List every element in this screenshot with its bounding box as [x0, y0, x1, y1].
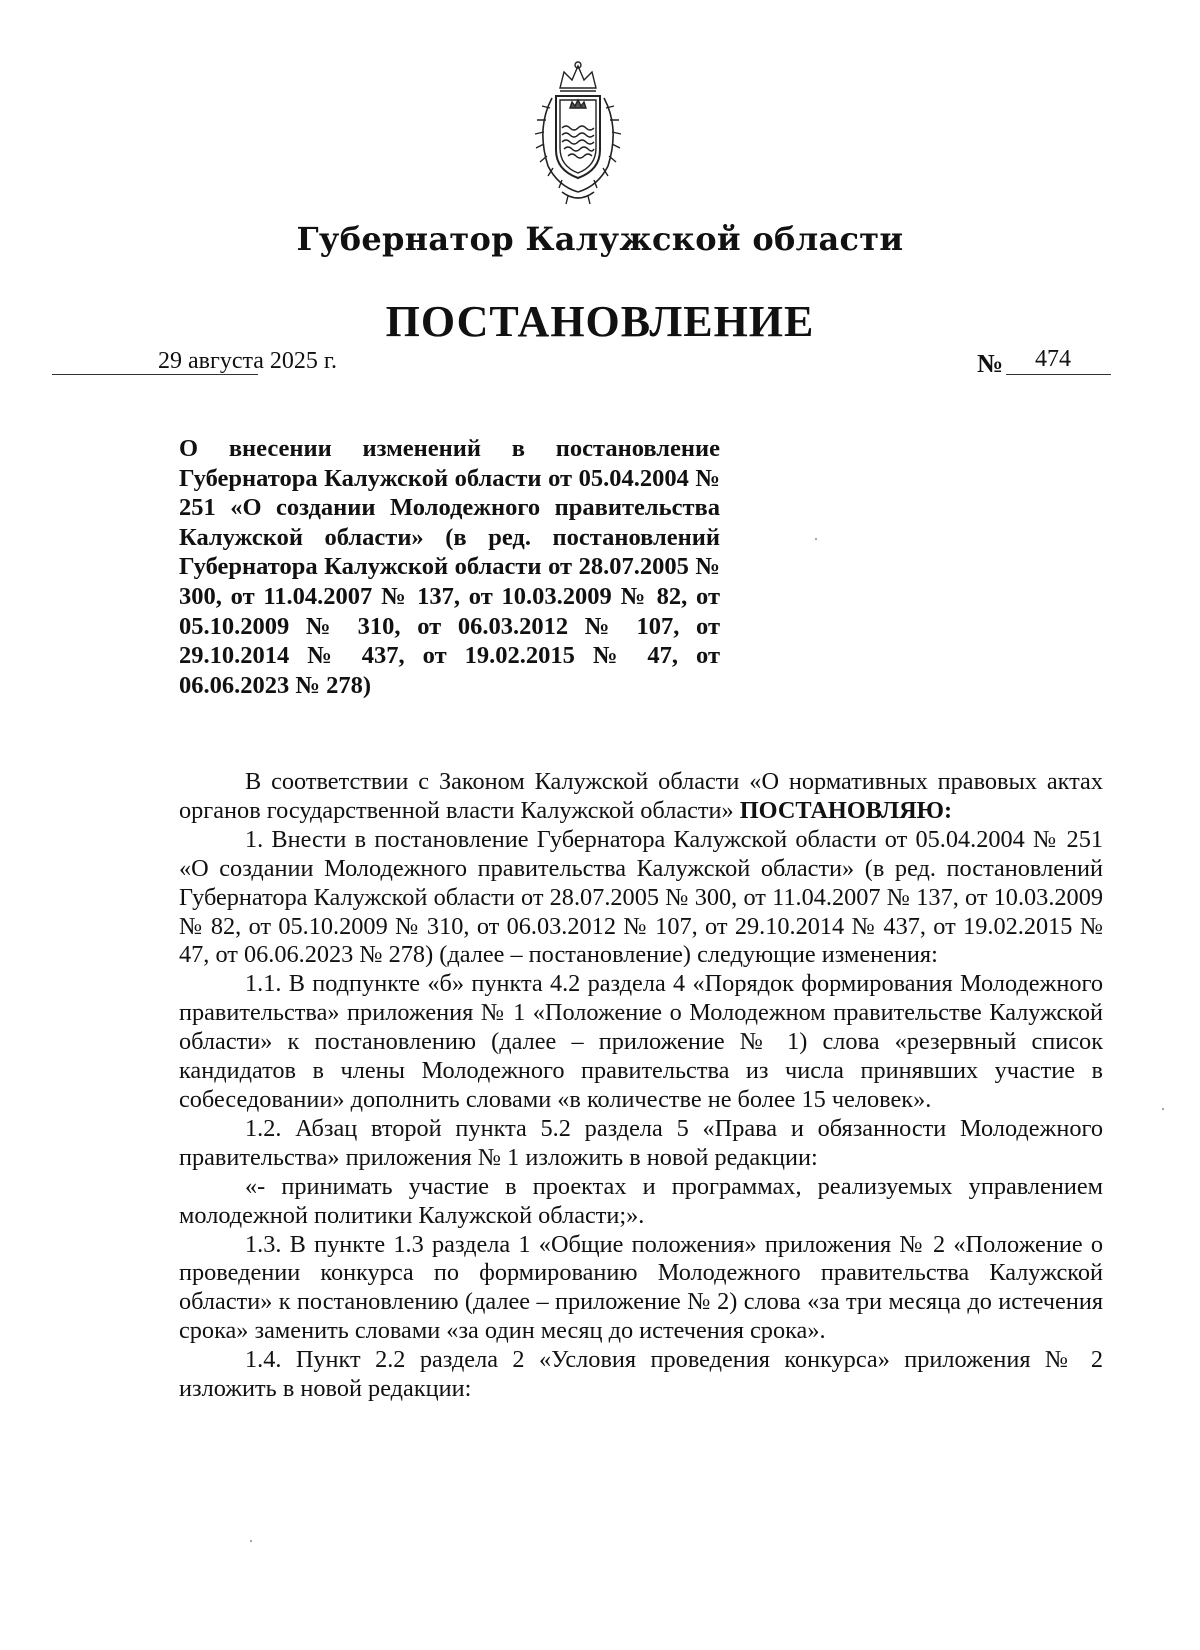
number-sign: №	[977, 349, 1004, 378]
resolve-keyword: ПОСТАНОВЛЯЮ:	[739, 796, 953, 824]
clause-1-1: 1.1. В подпункте «б» пункта 4.2 раздела 4 «Порядок формирования Молодежного правительства» приложения № 1 «Положение о Молодежном правительстве Калужской области» к постановлению (далее – приложение № 1) слова «резервный список кандидатов в члены Молодежного правительства из числа принявших участие в собеседовании» дополнить словами «в количестве не более 15 человек».	[179, 970, 1103, 1113]
clause-1-4: 1.4. Пункт 2.2 раздела 2 «Условия проведения конкурса» приложения № 2 изложить в новой редакции:	[179, 1346, 1103, 1403]
document-body	[179, 768, 1103, 1404]
clause-1: 1. Внести в постановление Губернатора Калужской области от 05.04.2004 № 251 «О создании Молодежного правительства Калужской области» (в ред. постановлений Губернатора Калужской области от 28.07.2005 № 300, от 11.04.2007 № 137, от 10.03.2009 № 82, от 05.10.2009 № 310, от 06.03.2012 № 107, от 29.10.2014 № 437, от 19.02.2015 № 47, от 06.06.2023 № 278) (далее – постановление) следующие изменения:	[179, 825, 1103, 969]
issuing-authority: Губернатор Калужской области	[296, 220, 904, 258]
scan-speck	[815, 538, 817, 540]
clause-1-2: 1.2. Абзац второй пункта 5.2 раздела 5 «Права и обязанности Молодежного правительства» приложения № 1 изложить в новой редакции:	[179, 1114, 1103, 1171]
preamble-paragraph	[179, 768, 1103, 826]
scan-speck	[250, 1540, 252, 1542]
kaluga-coat-of-arms-icon	[522, 58, 634, 206]
document-date: 29 августа 2025 г.	[158, 348, 338, 374]
document-number: 474	[1035, 346, 1071, 372]
scan-speck	[1162, 1108, 1164, 1110]
preamble-text: В соответствии с Законом Калужской области «О нормативных правовых актах органов государственной власти Калужской области»	[179, 768, 1103, 824]
document-type: ПОСТАНОВЛЕНИЕ	[385, 297, 815, 346]
clause-1-2-quote: «- принимать участие в проектах и программах, реализуемых управлением молодежной политики Калужской области;».	[179, 1172, 1103, 1229]
document-title: О внесении изменений в постановление Губернатора Калужской области от 05.04.2004 № 251 «О создании Молодежного правительства Калужской области» (в ред. постановлений Губернатора Калужской области от 28.07.2005 № 300, от 11.04.2007 № 137, от 10.03.2009 № 82, от 05.10.2009 № 310, от 06.03.2012 № 107, от 29.10.2014 № 437, от 19.02.2015 № 47, от 06.06.2023 № 278)	[179, 435, 720, 699]
clause-1-3: 1.3. В пункте 1.3 раздела 1 «Общие положения» приложения № 2 «Положение о проведении конкурса по формированию Молодежного правительства Калужской области» к постановлению (далее – приложение № 2) слова «за три месяца до истечения срока» заменить словами «за один месяц до истечения срока».	[179, 1230, 1103, 1345]
